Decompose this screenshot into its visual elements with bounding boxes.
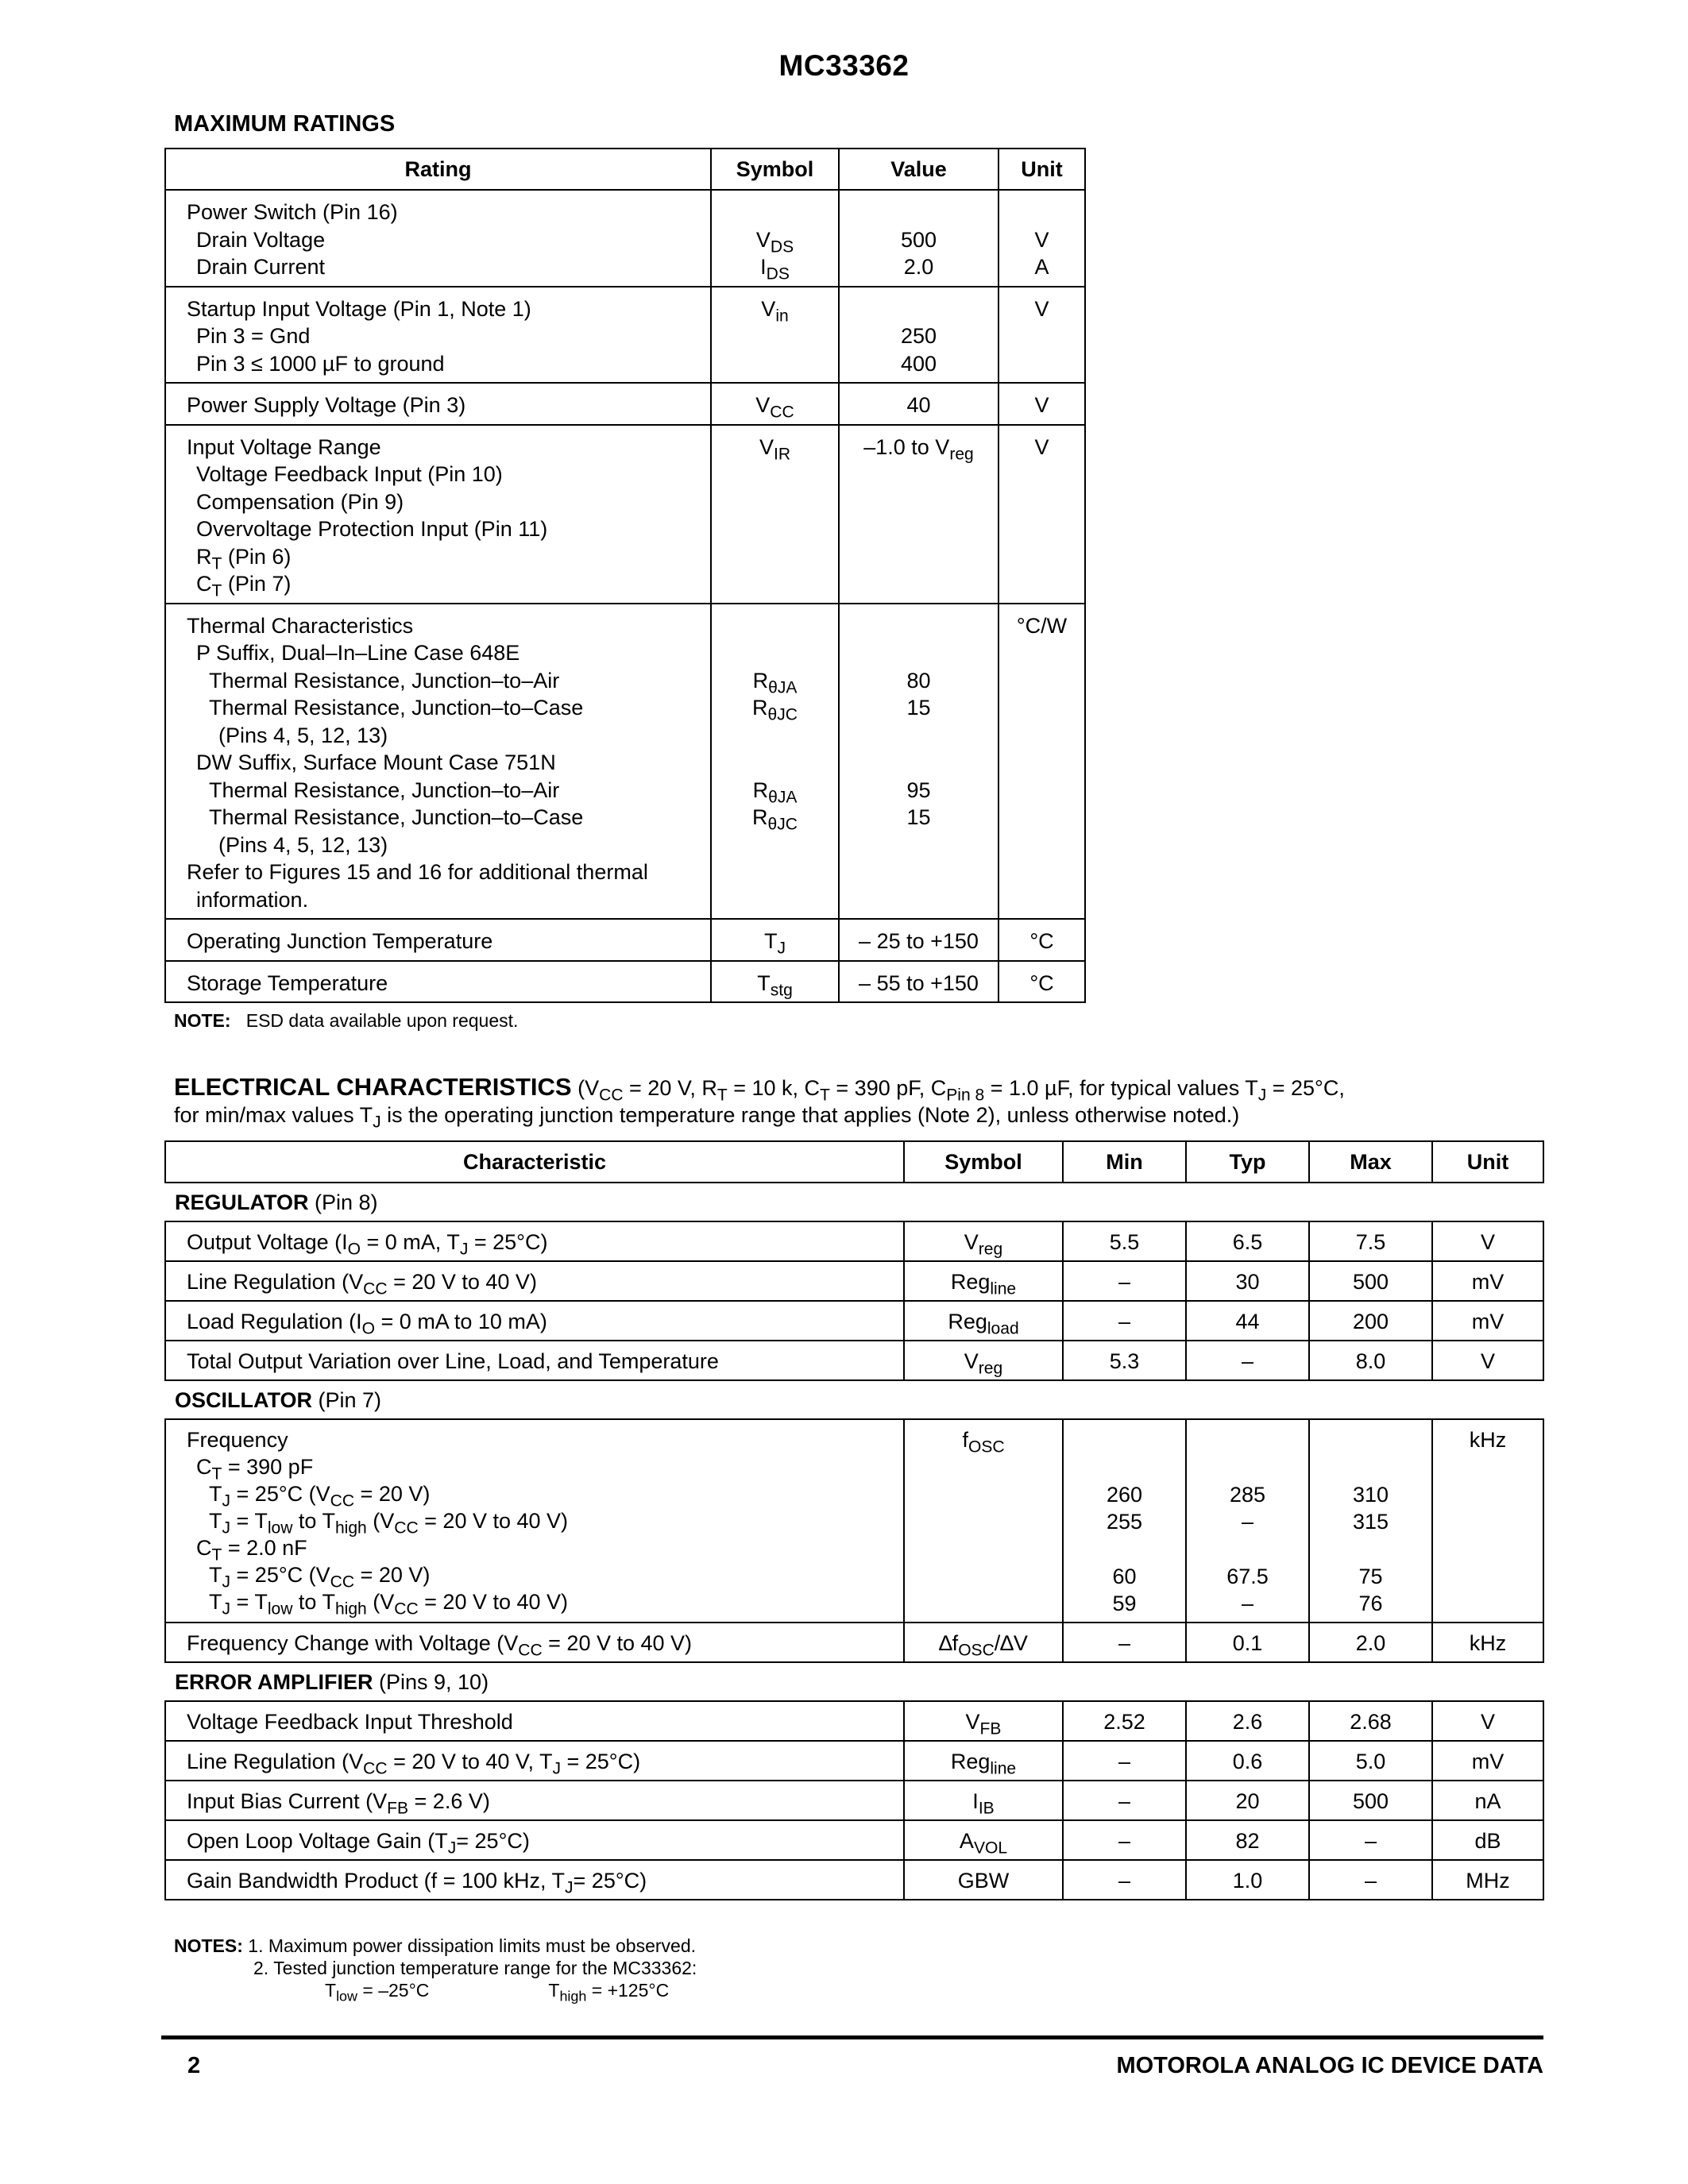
- unit-thermal: °C/W: [1016, 613, 1068, 638]
- table-row: Output Voltage ($I_O = 0$ mA, $T_J = 25^\circ C$) $V_{reg}$ 5.5 6.5 7.5 V: [165, 1221, 1543, 1261]
- table-row: Line Regulation ($V_{CC} = 20$ V to 40 V, $T_J = 25^\circ C$) Reg$_{line}$ – 0.6 5.0 mV: [165, 1741, 1543, 1781]
- value-drain-current: 2.0: [903, 255, 934, 279]
- col-header-symbol: Symbol: [904, 1141, 1063, 1183]
- unit-storage-temp: °C: [1029, 970, 1054, 995]
- col-header-rating: Rating: [165, 149, 711, 190]
- rating-storage-temp: Storage Temperature: [187, 970, 388, 995]
- page-number: 2: [187, 2053, 201, 2078]
- rating-ovp-input: Overvoltage Protection Input (Pin 11): [196, 517, 548, 541]
- rating-p-jtc: Thermal Resistance, Junction–to–Case: [209, 696, 584, 720]
- value-drain-voltage: 500: [900, 227, 937, 252]
- symbol-r-jc: $R_{\theta JC}$: [752, 696, 798, 724]
- unit-power-supply: V: [1034, 393, 1049, 417]
- symbol-tstg: $T_{stg}$: [757, 970, 793, 1000]
- rating-startup-gnd: Pin 3 = Gnd: [196, 324, 311, 348]
- ec-notes: [174, 1935, 697, 2005]
- unit-drain-current: A: [1034, 255, 1049, 279]
- col-header-unit: Unit: [999, 149, 1085, 190]
- table-row: Line Regulation ($V_{CC} = 20$ V to 40 V) Reg$_{line}$ – 30 500 mV: [165, 1261, 1543, 1301]
- value-p-ja: 80: [906, 668, 931, 693]
- table-row: Frequency Change with Voltage ($V_{CC} = 20$ V to 40 V) $\Delta f_{OSC}/\Delta V$ – 0.1 2.0 kHz: [165, 1623, 1543, 1662]
- rating-compensation: Compensation (Pin 9): [196, 489, 404, 514]
- notes-label: NOTES:: [174, 1935, 243, 1956]
- col-header-max: Max: [1309, 1141, 1432, 1183]
- max-ratings-heading: MAXIMUM RATINGS: [174, 111, 396, 137]
- symbol-r-ja: $R_{\theta JA}$: [752, 778, 798, 807]
- col-header-unit: Unit: [1432, 1141, 1543, 1183]
- rating-ct-pin: $C_T$ (Pin 7): [196, 572, 292, 600]
- unit-op-temp: °C: [1029, 929, 1054, 953]
- rating-refer-cont: information.: [196, 887, 309, 912]
- table-row: [165, 425, 1085, 604]
- rating-refer: Refer to Figures 15 and 16 for additional thermal: [187, 860, 648, 884]
- rating-rt-pin: $R_T$ (Pin 6): [196, 544, 292, 573]
- document-title: MC33362: [778, 49, 910, 82]
- table-row: Voltage Feedback Input Threshold $V_{FB}$ 2.52 2.6 2.68 V: [165, 1701, 1543, 1741]
- col-header-characteristic: Characteristic: [165, 1141, 904, 1183]
- note-temp-range: $T_{low} = -25^\circ C$ $T_{high} = +125^\circ C$: [325, 1980, 670, 2005]
- max-ratings-table: [164, 148, 1086, 1003]
- rating-drain-current: Drain Current: [196, 255, 326, 279]
- rating-dw-jtc: Thermal Resistance, Junction–to–Case: [209, 805, 584, 829]
- rating-startup-cap: Pin 3 ≤ 1000 µF to ground: [196, 351, 445, 376]
- table-header-row: [165, 1141, 1543, 1183]
- table-header-row: [165, 149, 1085, 190]
- symbol-tj: $T_J$: [763, 929, 786, 958]
- value-storage-temp: – 55 to +150: [859, 970, 979, 995]
- rating-dw-jta: Thermal Resistance, Junction–to–Air: [209, 778, 560, 802]
- rating-p-jta: Thermal Resistance, Junction–to–Air: [209, 668, 560, 693]
- value-startup-gnd: 250: [900, 324, 937, 348]
- table-row: Input Bias Current ($V_{FB} = 2.6$ V) $I_{IB}$ – 20 500 nA: [165, 1781, 1543, 1820]
- unit-startup: V: [1034, 296, 1049, 321]
- symbol-ids: $I_{DS}$: [760, 255, 790, 284]
- table-row: [165, 961, 1085, 1003]
- unit-input-range: V: [1034, 434, 1049, 459]
- value-op-temp: – 25 to +150: [859, 929, 979, 953]
- table-row: Open Loop Voltage Gain $(T_J= 25^\circ C)$ $A_{VOL}$ – 82 – dB: [165, 1820, 1543, 1860]
- col-header-symbol: Symbol: [711, 149, 839, 190]
- rating-op-temp: Operating Junction Temperature: [187, 929, 493, 953]
- section-header-oscillator: OSCILLATOR (Pin 7): [175, 1388, 382, 1412]
- value-p-jc: 15: [906, 696, 931, 720]
- symbol-r-ja: $R_{\theta JA}$: [752, 668, 798, 697]
- value-dw-jc: 15: [906, 805, 931, 829]
- table-row: [165, 383, 1085, 425]
- table-row: [165, 919, 1085, 961]
- section-header-regulator: REGULATOR (Pin 8): [175, 1190, 378, 1214]
- rating-thermal: Thermal Characteristics: [187, 613, 414, 638]
- table-row: Load Regulation ($I_O = 0$ mA to 10 mA) Reg$_{load}$ – 44 200 mV: [165, 1301, 1543, 1341]
- table-row: Gain Bandwidth Product (f = 100 kHz, $T_J= 25^\circ C$) GBW – 1.0 – MHz: [165, 1860, 1543, 1900]
- rating-power-supply: Power Supply Voltage (Pin 3): [187, 393, 466, 417]
- note-1: 1. Maximum power dissipation limits must be observed.: [248, 1935, 696, 1956]
- value-startup-cap: 400: [900, 351, 937, 376]
- footer-rule: [161, 2035, 1543, 2039]
- rating-vfb-input: Voltage Feedback Input (Pin 10): [196, 462, 503, 486]
- symbol-r-jc: $R_{\theta JC}$: [752, 805, 798, 834]
- value-power-supply: 40: [906, 393, 931, 417]
- symbol-vir: $V_{IR}$: [759, 434, 791, 464]
- ec-conditions: ELECTRICAL CHARACTERISTICS ($V_{CC} = 20$ V, $R_T = 10$ k, $C_T = 390$ pF, $C_{Pin 8} = 1.0$ µF, for typical values $T_J = 25^\circ C$, for min/max values $T_J$ is the operating junction temperature range that applies (Note 2), unless otherwise noted.): [174, 1073, 1345, 1132]
- value-dw-ja: 95: [906, 778, 931, 802]
- unit-drain-voltage: V: [1034, 227, 1049, 252]
- footer-brand: MOTOROLA ANALOG IC DEVICE DATA: [1116, 2053, 1543, 2078]
- note-label: NOTE:: [174, 1010, 231, 1031]
- table-row: [165, 287, 1085, 384]
- symbol-vin: $V_{in}$: [761, 296, 789, 326]
- note-2: 2. Tested junction temperature range for the MC33362:: [253, 1958, 697, 1978]
- symbol-vds: $V_{DS}$: [755, 227, 794, 257]
- rating-power-switch: Power Switch (Pin 16): [187, 200, 398, 224]
- electrical-characteristics-table: [164, 1140, 1544, 1900]
- table-row: Total Output Variation over Line, Load, and Temperature $V_{reg}$ 5.3 – 8.0 V: [165, 1341, 1543, 1380]
- table-row: Frequency $C_T = 390$ pF $T_J = 25^\circ C$ ($V_{CC} = 20$ V) $T_J = T_{low}$ to $T_{high}$ ($V_{CC} = 20$ V to 40 V) $C_T = 2.0$ nF $T_J = 25^\circ C$ ($V_{CC} = 20$ V) $T_J = T_{low}$ to $T_{high}$ ($V_{CC} = 20$ V to 40 V) $f_{OSC}$ 260 255 60 59 285 – 67.5 – 310 315 75 76 kHz: [165, 1419, 1543, 1623]
- table-row: [165, 190, 1085, 287]
- rating-dw-pins: (Pins 4, 5, 12, 13): [218, 832, 388, 857]
- rating-drain-voltage: Drain Voltage: [196, 227, 326, 252]
- rating-p-pins: (Pins 4, 5, 12, 13): [218, 723, 388, 747]
- col-header-typ: Typ: [1186, 1141, 1309, 1183]
- col-header-min: Min: [1063, 1141, 1186, 1183]
- note-text: ESD data available upon request.: [245, 1010, 519, 1031]
- esd-note: [174, 1010, 518, 1032]
- ec-heading: ELECTRICAL CHARACTERISTICS: [174, 1073, 572, 1101]
- col-header-value: Value: [839, 149, 999, 190]
- value-input-range: –1.0 to $V_{reg}$: [863, 434, 974, 464]
- table-row: [165, 604, 1085, 920]
- rating-startup-input: Startup Input Voltage (Pin 1, Note 1): [187, 296, 531, 321]
- rating-p-suffix: P Suffix, Dual–In–Line Case 648E: [196, 641, 520, 665]
- rating-input-voltage-range: Input Voltage Range: [187, 434, 381, 459]
- rating-dw-suffix: DW Suffix, Surface Mount Case 751N: [196, 751, 556, 774]
- symbol-vcc: $V_{CC}$: [755, 393, 794, 422]
- section-header-error-amplifier: ERROR AMPLIFIER (Pins 9, 10): [175, 1669, 489, 1694]
